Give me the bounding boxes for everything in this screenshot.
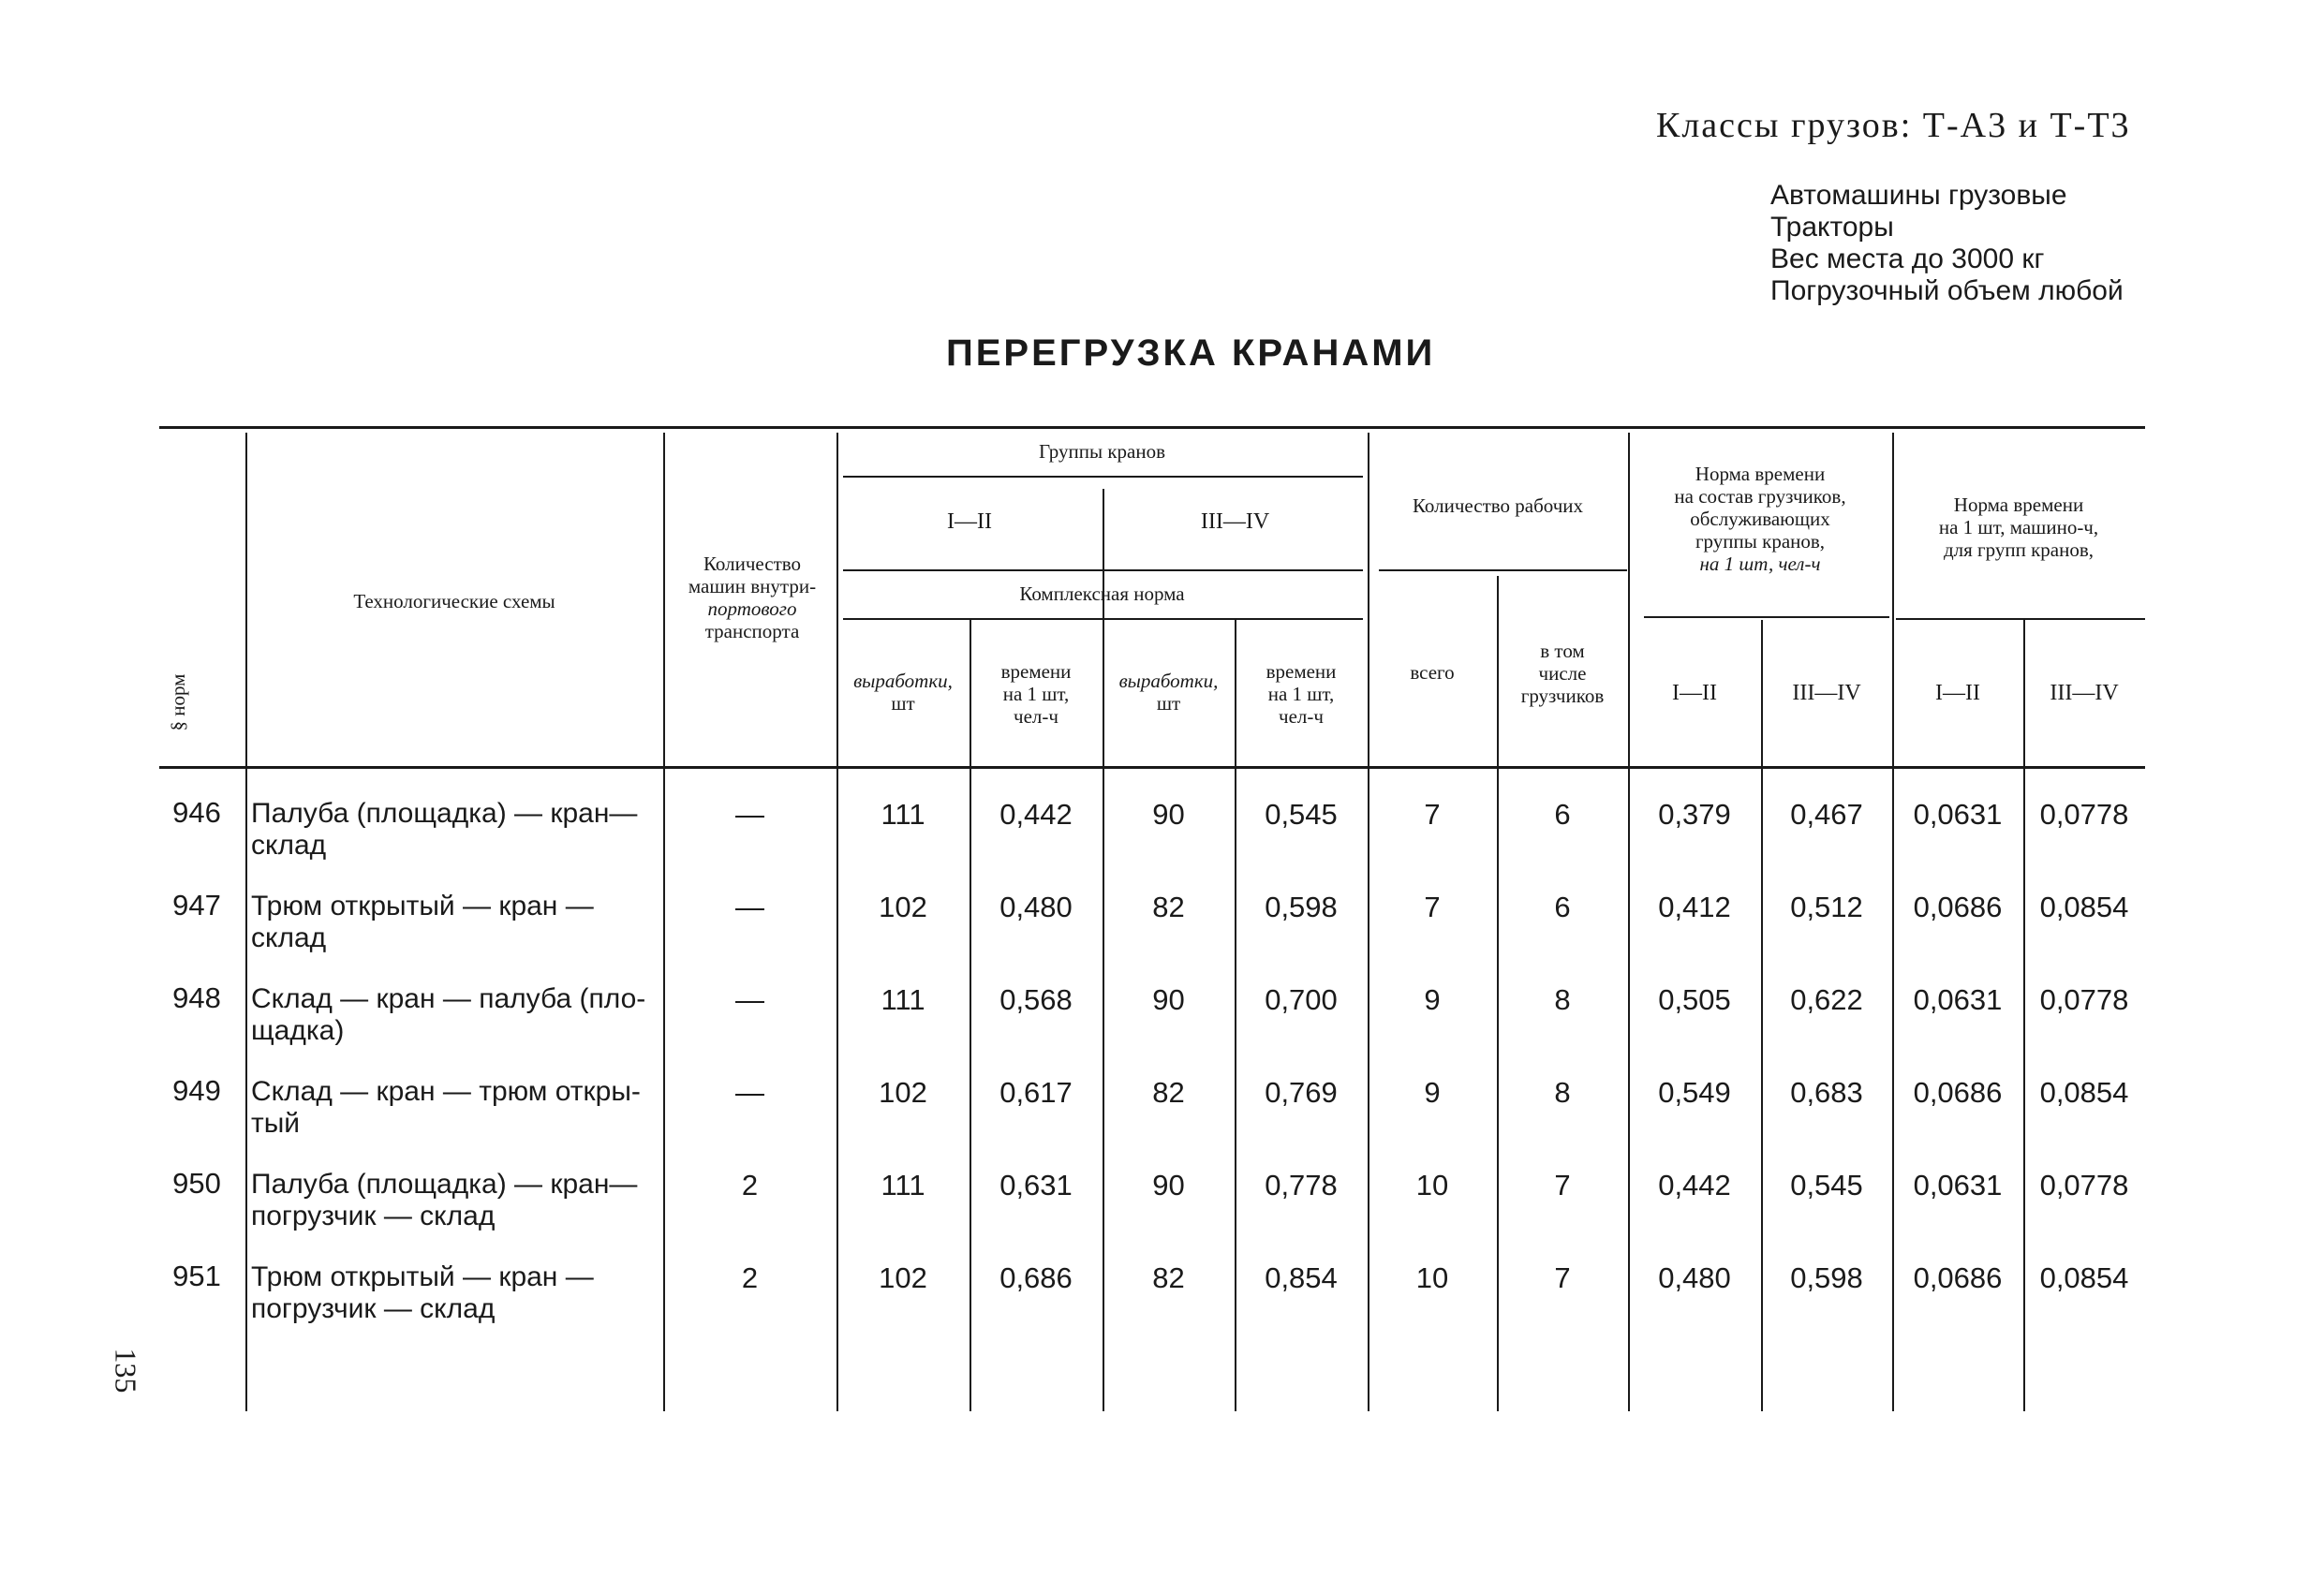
scheme-line: Трюм открытый — кран — bbox=[251, 1261, 594, 1292]
info-line: Погрузочный объем любой bbox=[1770, 275, 2124, 306]
cell-crew34: 0,467 bbox=[1790, 798, 1863, 831]
scheme-cell bbox=[251, 1169, 663, 1232]
cargo-info bbox=[1770, 180, 2124, 307]
cell-total: 10 bbox=[1415, 1169, 1449, 1201]
cell-out34: 90 bbox=[1152, 983, 1185, 1016]
header-workers-total: всего bbox=[1410, 661, 1455, 684]
cell-time34: 0,598 bbox=[1265, 891, 1338, 923]
header-time-3-4: времени на 1 шт, чел-ч bbox=[1266, 660, 1337, 728]
scheme-line: щадка) bbox=[251, 1015, 345, 1046]
header-group-1-2: I—II bbox=[947, 509, 992, 534]
cell-out34: 90 bbox=[1152, 1169, 1185, 1201]
cell-out34: 82 bbox=[1152, 1076, 1185, 1109]
header-norm-number: § норм bbox=[167, 673, 189, 731]
cell-crew34: 0,598 bbox=[1790, 1261, 1863, 1294]
header-schemes: Технологические схемы bbox=[353, 590, 555, 612]
cell-out12: 102 bbox=[879, 1076, 927, 1109]
cell-mach34: 0,0778 bbox=[2039, 798, 2129, 831]
header-output-1-2: выработки, шт bbox=[853, 670, 953, 715]
cell-time34: 0,545 bbox=[1265, 798, 1338, 831]
cell-mach34: 0,0854 bbox=[2039, 891, 2129, 923]
cell-time12: 0,686 bbox=[999, 1261, 1073, 1294]
norm-number: 947 bbox=[172, 889, 221, 921]
cell-crew34: 0,622 bbox=[1790, 983, 1863, 1016]
cell-crew34: 0,683 bbox=[1790, 1076, 1863, 1109]
cell-loaders: 6 bbox=[1554, 798, 1571, 831]
scheme-cell bbox=[251, 1076, 663, 1140]
cell-time12: 0,442 bbox=[999, 798, 1073, 831]
header-output-3-4: выработки, шт bbox=[1118, 670, 1219, 715]
cell-time34: 0,769 bbox=[1265, 1076, 1338, 1109]
cell-machines: — bbox=[735, 983, 764, 1016]
scheme-line: склад bbox=[251, 830, 327, 861]
cell-loaders: 7 bbox=[1554, 1169, 1571, 1201]
cell-crew12: 0,412 bbox=[1658, 891, 1731, 923]
cell-mach34: 0,0854 bbox=[2039, 1076, 2129, 1109]
cell-machines: — bbox=[735, 798, 764, 831]
cargo-classes-title: Классы грузов: Т-А3 и Т-Т3 bbox=[1656, 106, 2131, 145]
info-line: Тракторы bbox=[1770, 212, 1894, 243]
header-workers-loaders: в том числе грузчиков bbox=[1520, 640, 1605, 707]
cell-crew12: 0,549 bbox=[1658, 1076, 1731, 1109]
norm-number: 946 bbox=[172, 796, 221, 829]
header-mach-3-4: III—IV bbox=[2050, 681, 2119, 705]
cell-loaders: 7 bbox=[1554, 1261, 1571, 1294]
scheme-line: Склад — кран — палуба (пло- bbox=[251, 983, 646, 1014]
scheme-line: Трюм открытый — кран — bbox=[251, 891, 594, 921]
scheme-line: Палуба (площадка) — кран— bbox=[251, 1169, 638, 1200]
page-title: ПЕРЕГРУЗКА КРАНАМИ bbox=[946, 332, 1436, 374]
cell-time12: 0,631 bbox=[999, 1169, 1073, 1201]
cell-time12: 0,568 bbox=[999, 983, 1073, 1016]
norm-number: 950 bbox=[172, 1167, 221, 1200]
cell-out34: 90 bbox=[1152, 798, 1185, 831]
scheme-line: склад bbox=[251, 922, 327, 953]
cell-out12: 111 bbox=[881, 798, 925, 831]
header-mach-1-2: I—II bbox=[1935, 681, 1980, 705]
header-crew-3-4: III—IV bbox=[1792, 681, 1861, 705]
cell-time12: 0,617 bbox=[999, 1076, 1073, 1109]
cell-total: 10 bbox=[1415, 1261, 1449, 1294]
norm-number: 949 bbox=[172, 1074, 221, 1107]
scheme-cell bbox=[251, 798, 663, 862]
cell-crew12: 0,379 bbox=[1658, 798, 1731, 831]
cell-out34: 82 bbox=[1152, 891, 1185, 923]
cell-machines: — bbox=[735, 891, 764, 923]
cell-out12: 111 bbox=[881, 1169, 925, 1201]
scheme-cell bbox=[251, 891, 663, 954]
cell-machines: — bbox=[735, 1076, 764, 1109]
cell-out12: 111 bbox=[881, 983, 925, 1016]
cell-out12: 102 bbox=[879, 1261, 927, 1294]
cell-mach34: 0,0778 bbox=[2039, 1169, 2129, 1201]
info-line: Автомашины грузовые bbox=[1770, 180, 2067, 211]
scheme-cell bbox=[251, 1261, 663, 1325]
header-time-1-2: времени на 1 шт, чел-ч bbox=[1000, 660, 1072, 728]
cell-time34: 0,778 bbox=[1265, 1169, 1338, 1201]
cell-crew34: 0,545 bbox=[1790, 1169, 1863, 1201]
cell-total: 7 bbox=[1424, 798, 1441, 831]
cell-mach12: 0,0686 bbox=[1913, 891, 2003, 923]
cell-mach34: 0,0854 bbox=[2039, 1261, 2129, 1294]
cell-mach12: 0,0631 bbox=[1913, 983, 2003, 1016]
cell-loaders: 8 bbox=[1554, 983, 1571, 1016]
norm-number: 951 bbox=[172, 1260, 221, 1292]
norm-number: 948 bbox=[172, 981, 221, 1014]
cell-mach12: 0,0686 bbox=[1913, 1076, 2003, 1109]
header-time-norm-crew: Норма времени на состав грузчиков, обслуживающих группы кранов, на 1 шт, чел-ч bbox=[1674, 463, 1846, 575]
cell-mach34: 0,0778 bbox=[2039, 983, 2129, 1016]
scheme-line: погрузчик — склад bbox=[251, 1201, 496, 1231]
header-crane-groups: Группы кранов bbox=[1038, 440, 1166, 463]
header-group-3-4: III—IV bbox=[1200, 509, 1270, 534]
scheme-line: погрузчик — склад bbox=[251, 1293, 496, 1324]
cell-machines: 2 bbox=[741, 1169, 759, 1201]
cell-machines: 2 bbox=[741, 1261, 759, 1294]
page-number: 135 bbox=[109, 1348, 143, 1393]
cell-crew12: 0,505 bbox=[1658, 983, 1731, 1016]
header-workers: Количество рабочих bbox=[1412, 494, 1584, 517]
header-complex-norm: Комплексная норма bbox=[1019, 582, 1185, 605]
scheme-line: Палуба (площадка) — кран— bbox=[251, 798, 638, 829]
cell-out34: 82 bbox=[1152, 1261, 1185, 1294]
cell-loaders: 6 bbox=[1554, 891, 1571, 923]
cell-mach12: 0,0631 bbox=[1913, 1169, 2003, 1201]
cell-out12: 102 bbox=[879, 891, 927, 923]
header-crew-1-2: I—II bbox=[1672, 681, 1717, 705]
header-machines: Количество машин внутри- портового транспорта bbox=[688, 553, 817, 642]
cell-crew34: 0,512 bbox=[1790, 891, 1863, 923]
cell-time34: 0,700 bbox=[1265, 983, 1338, 1016]
cell-mach12: 0,0686 bbox=[1913, 1261, 2003, 1294]
header-time-norm-machine: Норма времени на 1 шт, машино-ч, для групп кранов, bbox=[1938, 494, 2099, 561]
cell-mach12: 0,0631 bbox=[1913, 798, 2003, 831]
cell-crew12: 0,480 bbox=[1658, 1261, 1731, 1294]
cell-crew12: 0,442 bbox=[1658, 1169, 1731, 1201]
cell-loaders: 8 bbox=[1554, 1076, 1571, 1109]
scheme-line: тый bbox=[251, 1108, 301, 1139]
cell-total: 9 bbox=[1424, 983, 1441, 1016]
cell-time34: 0,854 bbox=[1265, 1261, 1338, 1294]
cell-total: 9 bbox=[1424, 1076, 1441, 1109]
scheme-line: Склад — кран — трюм откры- bbox=[251, 1076, 641, 1107]
cell-time12: 0,480 bbox=[999, 891, 1073, 923]
scheme-cell bbox=[251, 983, 663, 1047]
cell-total: 7 bbox=[1424, 891, 1441, 923]
info-line: Вес места до 3000 кг bbox=[1770, 243, 2045, 274]
